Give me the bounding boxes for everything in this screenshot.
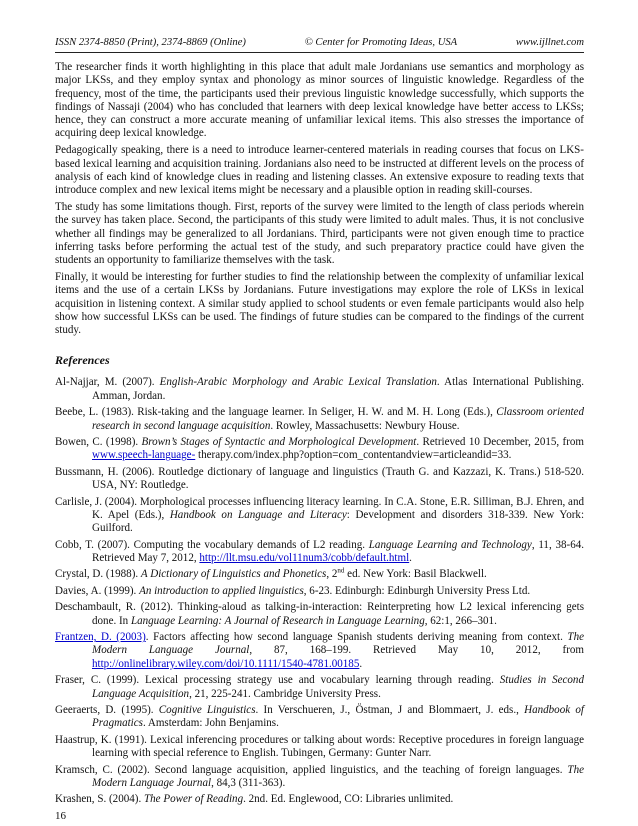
references-heading: References xyxy=(55,353,110,368)
header-url: www.ijllnet.com xyxy=(515,37,584,48)
reference-item: Deschambault, R. (2012). Thinking-aloud as talking-in-interaction: Reinterpreting how L2 lexical inferencing gets done. In Language Learning: A Journal of Research in Language Learning, 62:1, 266–301. xyxy=(55,601,584,627)
reference-link[interactable]: www.speech-language- xyxy=(92,449,196,462)
header-issn: ISSN 2374-8850 (Print), 2374-8869 (Online) xyxy=(55,37,246,48)
reference-item: Cobb, T. (2007). Computing the vocabulary demands of L2 reading. Language Learning and Technology, 11, 38-64. Retrieved May 7, 2012, http://llt.msu.edu/vol11num3/cobb/default.html. xyxy=(55,538,584,564)
reference-item: Krashen, S. (2004). The Power of Reading. 2nd. Ed. Englewood, CO: Libraries unlimited. xyxy=(55,793,454,806)
reference-item: Davies, A. (1999). An introduction to applied linguistics, 6-23. Edinburgh: Edinburgh University Press Ltd. xyxy=(55,584,531,597)
reference-item: Frantzen, D. (2003). Factors affecting how second language Spanish students deriving meaning from context. The Modern Language Journal, 87, 168–199. Retrieved May 10, 2012, from http://onlinelibrary.wiley.com/doi/10.1111/1540-4781.00185. xyxy=(55,631,584,670)
page-content xyxy=(55,36,584,810)
reference-item: Al-Najjar, M. (2007). English-Arabic Morphology and Arabic Lexical Translation. Atlas International Publishing. Amman, Jordan. xyxy=(55,376,584,402)
references-list xyxy=(55,376,584,806)
body-paragraph: The study has some limitations though. First, reports of the survey were limited to the length of class periods wherein the survey has taken place. Second, the participants of this study were limited to adult males. Thus, it is not conclusive whether all findings may be generalized to all Jordanians. Third, participants were not given enough time to practice inferring tasks before performing the actual test of the study, and such preparatory practice could have given the students an opportunity to familiarize themselves with the task. xyxy=(55,200,584,267)
header-copyright: © Center for Promoting Ideas, USA xyxy=(304,37,458,48)
reference-item: Crystal, D. (1988). A Dictionary of Linguistics and Phonetics, 2nd ed. New York: Basil Blackwell. xyxy=(55,566,487,581)
reference-item: Haastrup, K. (1991). Lexical inferencing procedures or talking about words: Receptive procedures in foreign language learning with special reference to English. Tubingen, Germany: Gunter Narr. xyxy=(55,733,584,760)
reference-item: Fraser, C. (1999). Lexical processing strategy use and vocabulary learning through reading. Studies in Second Language Acquisition, 21, 225-241. Cambridge University Press. xyxy=(55,674,584,700)
running-header xyxy=(55,36,584,53)
page-number: 16 xyxy=(55,810,66,822)
reference-item: Bowen, C. (1998). Brown’s Stages of Syntactic and Morphological Development. Retrieved 10 December, 2015, from www.speech-language- therapy.com/index.php?option=com_contentandview=articleandid=33. xyxy=(55,436,584,462)
body-paragraph: Finally, it would be interesting for further studies to find the relationship between the complexity of unfamiliar lexical items and the use of a certain LKSs by Jordanians. Future investigations may explore the role of LKSs in lexical acquisition in listening context. A similar study applied to school students or even female participants would also help show how successful LKSs can be used. The findings of future studies can be compared to the findings of the current study. xyxy=(55,270,584,337)
reference-item: Geeraerts, D. (1995). Cognitive Linguistics. In Verschueren, J., Östman, J and Blommaert, J. eds., Handbook of Pragmatics. Amsterdam: John Benjamins. xyxy=(55,704,584,730)
reference-author-link[interactable]: Frantzen, D. (2003) xyxy=(55,631,146,644)
reference-link[interactable]: http://onlinelibrary.wiley.com/doi/10.1111/1540-4781.00185 xyxy=(92,657,360,670)
reference-item: Bussmann, H. (2006). Routledge dictionary of language and linguistics (Trauth G. and Kazzazi, K. Trans.) 518-520. USA, NY: Routledge. xyxy=(55,465,584,492)
reference-item: Beebe, L. (1983). Risk-taking and the language learner. In Seliger, H. W. and M. H. Long (Eds.), Classroom oriented research in second language acquisition. Rowley, Massachusetts: Newbury House. xyxy=(55,406,584,432)
body-paragraph: The researcher finds it worth highlighting in this place that adult male Jordanians use semantics and morphology as major LKSs, and they employ syntax and phonology as minor sources of linguistic knowledge. Regardless of the frequency, most of the time, the participants used their previous linguistic knowledge successfully, which supports the findings of Nassaji (2004) who has concluded that learners with deep lexical knowledge have better access to LKSs; hence, they can construct a more accurate meaning of unfamiliar lexical items. This also stresses the importance of acquiring deep lexical knowledge. xyxy=(55,61,584,140)
reference-item: Carlisle, J. (2004). Morphological processes influencing literacy learning. In C.A. Stone, E.R. Silliman, B.J. Ehren, and K. Apel (Eds.), Handbook on Language and Literacy: Development and disorders 318-339. New York: Guilford. xyxy=(55,495,585,535)
reference-item: Kramsch, C. (2002). Second language acquisition, applied linguistics, and the teaching of foreign languages. The Modern Language Journal, 84,3 (311-363). xyxy=(55,763,584,789)
body-paragraph: Pedagogically speaking, there is a need to introduce learner-centered materials in reading courses that focus on LKS-based lexical learning and acquisition training. Jordanians also need to be instructed at different levels on the process of analysis of each kind of knowledge clues in reading and listening classes. An extensive exposure to reading texts that introduce complex and new lexical items might be necessary and a plausible option in reading skill-courses. xyxy=(55,144,584,197)
reference-link[interactable]: http://llt.msu.edu/vol11num3/cobb/default.html xyxy=(199,551,410,564)
